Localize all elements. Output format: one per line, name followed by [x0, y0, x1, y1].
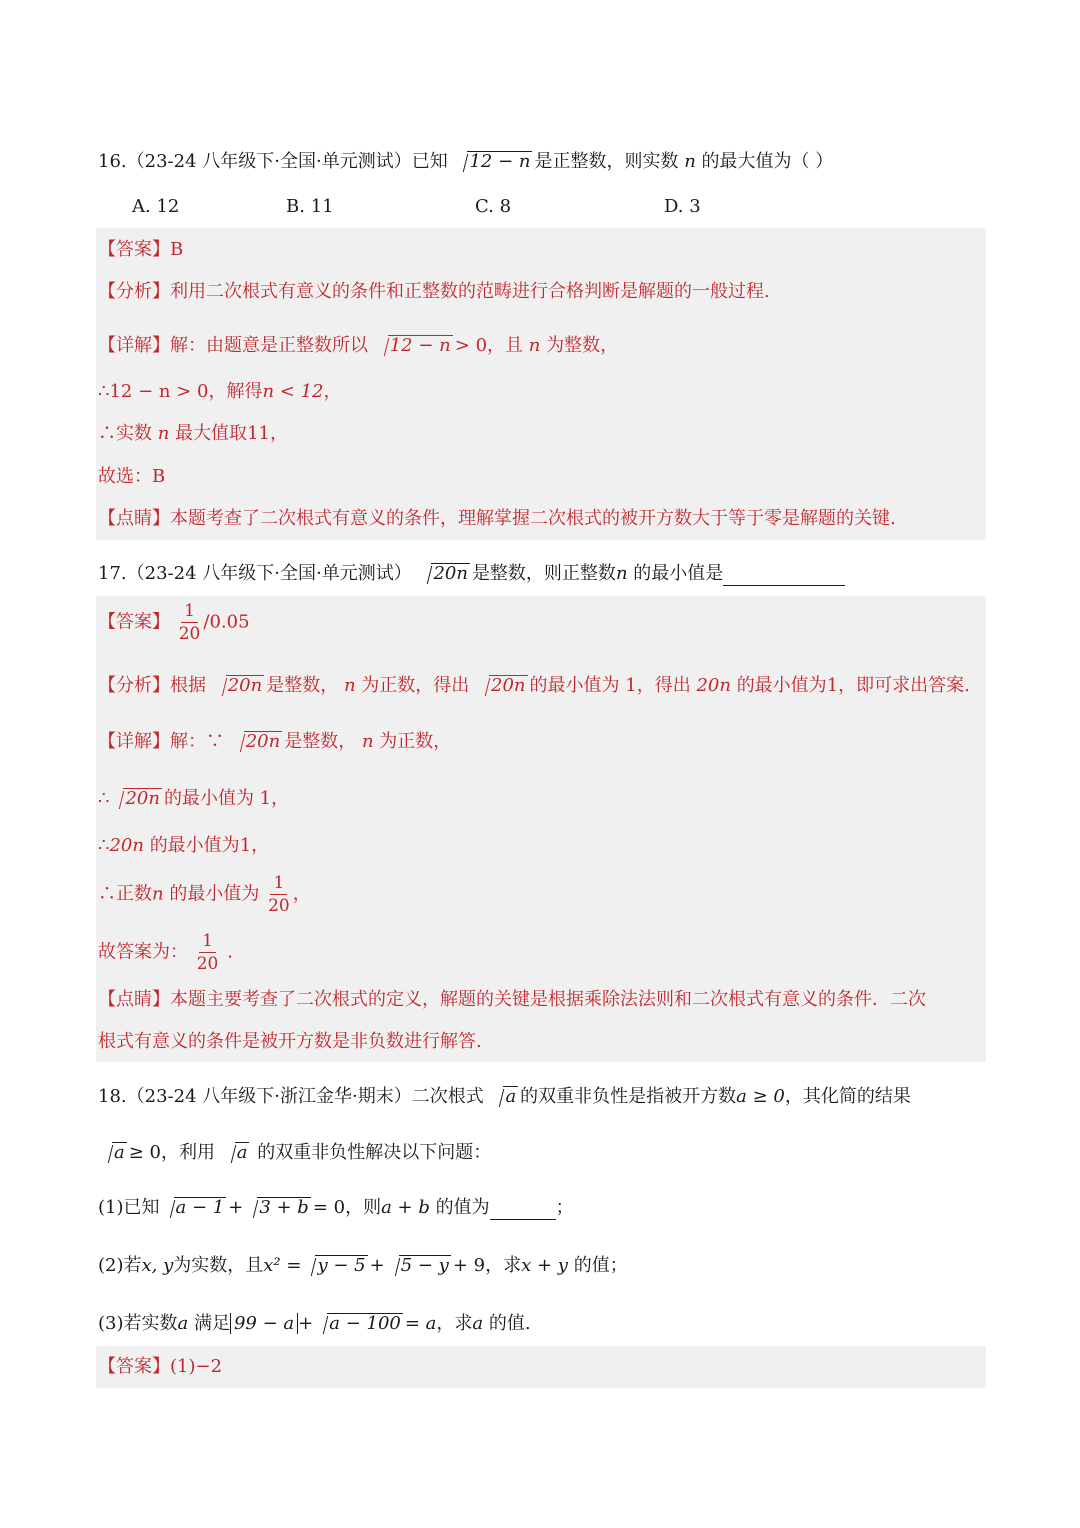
q17-step1-b: 的最小值为 1，: [163, 788, 290, 809]
q18-p2-sqrt2: [387, 1254, 451, 1278]
q18-line2-rad2: a: [236, 1142, 248, 1163]
q18-solution-box: [96, 1346, 986, 1388]
q16-option-b-value: 11: [310, 196, 334, 217]
q17-analysis-b: 是整数，: [266, 675, 339, 696]
q17-final-a: 故答案为：: [98, 941, 188, 963]
q16-option-c-letter: C.: [475, 196, 494, 217]
q16-option-d-letter: D.: [664, 196, 684, 217]
q17-analysis-d: 的最小值为 1，得出: [529, 675, 691, 696]
q17-step1-a: ∴: [98, 788, 110, 809]
q18-p3-e: ，求: [436, 1313, 473, 1334]
q17-source: （23-24 八年级下·全国·单元测试）: [126, 563, 412, 584]
q18-p1-f: ；: [555, 1197, 574, 1218]
q18-p2-g: x + y: [521, 1255, 568, 1276]
q18-line1-b: 的双重非负性是指被开方数: [520, 1086, 737, 1107]
q17-step1: [98, 787, 289, 811]
q17-analysis-g: 1: [826, 675, 839, 696]
q17-step3: [98, 872, 311, 917]
q16-answer: [98, 238, 183, 262]
q17-analysis-rad1: 20n: [227, 675, 263, 696]
q16-option-a-value: 12: [156, 196, 180, 217]
q18-answer: [98, 1355, 222, 1379]
q16-option-b: [286, 195, 334, 219]
q17-final: [98, 930, 233, 975]
q16-detail-a: 解：由题意是正整数所以: [170, 335, 368, 356]
q18-p3-rad: a − 100: [329, 1313, 401, 1334]
q16-step2-b: 最大值取: [175, 423, 248, 444]
q17-analysis-rad2: 20n: [491, 675, 526, 696]
q17-var-n: n: [615, 563, 628, 584]
q18-p2-d: x² =: [263, 1255, 302, 1276]
q18-p3-a: (3)若实数: [98, 1313, 178, 1334]
q16-option-c: [475, 195, 511, 219]
q16-step2-c: 11: [247, 423, 270, 444]
q17-answer: [98, 600, 250, 645]
q16-option-b-letter: B.: [286, 196, 305, 217]
q17-comment-line2: 根式有意义的条件是被开方数是非负数进行解答.: [98, 1031, 482, 1052]
q16-comment-tag: 【点睛】: [98, 508, 170, 529]
q18-p3-sqrt: [315, 1312, 403, 1336]
q17-analysis-c: 为正数，得出: [361, 675, 470, 696]
q17-comment-line1: [98, 988, 926, 1012]
q16-analysis-text: 利用二次根式有意义的条件和正整数的范畴进行合格判断是解题的一般过程.: [170, 281, 770, 302]
q18-p3-g: 的值.: [488, 1313, 531, 1334]
q17-detail-a: 解：∵: [170, 731, 224, 752]
q16-var-n: n: [684, 151, 696, 172]
q17-radicand: 20n: [433, 563, 468, 584]
q18-line2-rad: a: [114, 1142, 125, 1163]
q16-step1-c: n < 12: [262, 381, 324, 402]
q16-comment: [98, 507, 896, 531]
q17-comment-1: 本题主要考查了二次根式的定义，解题的关键是根据乘除法法则和二次根式有意义的条件．二次: [170, 989, 926, 1010]
q17-detail-sqrt: [232, 730, 283, 754]
q18-line1-c: a ≥ 0: [736, 1086, 785, 1107]
q17-step2-c: 的最小值为: [149, 835, 240, 856]
q18-p1-answer-blank[interactable]: [490, 1201, 556, 1220]
q16-source: （23-24 八年级下·全国·单元测试）: [126, 151, 412, 172]
q17-analysis-a: 根据: [170, 675, 206, 696]
q16-step1-d: ，: [323, 381, 342, 402]
q18-p2-b: x, y: [141, 1255, 174, 1276]
q16-step2-a: ∴实数: [98, 423, 152, 444]
q17-analysis: [98, 674, 970, 698]
q18-line1-a: 二次根式: [411, 1086, 484, 1107]
q18-p2-e: + 9: [452, 1255, 486, 1276]
q17-answer-blank[interactable]: [723, 567, 845, 586]
q18-p2-rad2: 5 − y: [400, 1255, 449, 1276]
q18-part1: [98, 1196, 574, 1220]
q16-step1: [98, 380, 341, 404]
q18-p1-sqrt1: [162, 1196, 227, 1220]
q18-p3-abs: 99 − a: [230, 1313, 298, 1334]
q18-line2-a: ≥ 0: [128, 1142, 161, 1163]
q18-source: （23-24 八年级下·浙江金华·期末）: [126, 1086, 412, 1107]
q17-final-num: 1: [199, 930, 216, 953]
q18-line1: [98, 1085, 911, 1109]
q17-final-fraction: [194, 930, 222, 975]
q18-p3-f: a: [472, 1313, 484, 1334]
q17-answer-tag: 【答案】: [98, 611, 170, 633]
q17-step3-fraction: [265, 872, 293, 917]
q17-step3-num: 1: [270, 872, 287, 895]
q18-p2-h: 的值；: [573, 1255, 628, 1276]
q18-p1-rad2: 3 + b: [259, 1197, 309, 1218]
q18-p2-a: (2)若: [98, 1255, 142, 1276]
q16-detail-radicand: 12 − n: [389, 335, 451, 356]
q18-p2-sqrt1: [303, 1254, 367, 1278]
q16-stem-c: 的最大值为（ ）: [701, 151, 834, 172]
q18-p1-c: ，则: [345, 1197, 382, 1218]
q18-p1-b: = 0: [312, 1197, 346, 1218]
q18-line2-b: ，利用: [161, 1142, 215, 1163]
q18-p3-c: 满足: [193, 1313, 230, 1334]
q18-line2-c: 的双重非负性解决以下问题：: [257, 1142, 492, 1163]
q18-p2-c: 为实数，且: [173, 1255, 264, 1276]
q17-analysis-sqrt2: [477, 674, 528, 698]
q17-step2-b: 20n: [109, 835, 144, 856]
q16-comment-text: 本题考查了二次根式有意义的条件，理解掌握二次根式的被开方数大于等于零是解题的关键.: [170, 508, 896, 529]
q16-detail: [98, 334, 618, 358]
q16-detail-b: > 0: [454, 335, 488, 356]
q18-line1-d: ，其化简的结果: [784, 1086, 911, 1107]
q17-detail-b: 是整数，: [284, 731, 357, 752]
q16-option-a-letter: A.: [132, 196, 151, 217]
q18-answer-tag: 【答案】: [98, 1356, 170, 1377]
q17-detail-n: n: [361, 731, 374, 752]
q17-detail: [98, 730, 451, 754]
q16-detail-tag: 【详解】: [98, 335, 170, 356]
q17-step3-den: 20: [268, 896, 290, 916]
q16-detail-c: ，且: [487, 335, 524, 356]
q17-analysis-h: ，即可求出答案.: [838, 675, 970, 696]
q17-stem: [98, 562, 845, 586]
q16-detail-d: 为整数，: [546, 335, 619, 356]
q16-number: 16.: [98, 151, 127, 172]
q16-option-a: [132, 195, 179, 219]
q16-stem-a: 已知: [411, 151, 448, 172]
q17-step1-sqrt: [111, 787, 162, 811]
q18-line2-sqrt: [100, 1141, 127, 1165]
q17-answer-alt: /0.05: [203, 611, 250, 633]
q16-analysis-tag: 【分析】: [98, 281, 170, 302]
q16-answer-tag: 【答案】: [98, 239, 170, 260]
q17-detail-rad: 20n: [245, 731, 281, 752]
q18-line1-rad: a: [505, 1086, 517, 1107]
q18-p3-d: = a: [404, 1313, 437, 1334]
q18-p1-e: 的值为: [435, 1197, 490, 1218]
q16-step2-n: n: [157, 423, 170, 444]
q16-detail-sqrt: [376, 334, 453, 358]
q17-comment-tag: 【点睛】: [98, 989, 170, 1010]
q18-line2-sqrt2: [223, 1141, 250, 1165]
q17-stem-b: 是整数，则正整数: [471, 563, 616, 584]
q16-option-d: [664, 195, 701, 219]
q17-step2-a: ∴: [98, 835, 110, 856]
q17-step3-a: ∴正数: [98, 883, 152, 905]
q18-p1-sqrt2: [245, 1196, 311, 1220]
q17-analysis-sqrt1: [214, 674, 265, 698]
q18-line1-sqrt: [491, 1085, 518, 1109]
q18-number: 18.: [98, 1086, 127, 1107]
q17-analysis-e: 20n: [696, 675, 731, 696]
q17-step2-e: ，: [251, 835, 270, 856]
q17-analysis-tag: 【分析】: [98, 675, 170, 696]
q17-answer-num: 1: [181, 600, 198, 623]
q18-p1-rad1: a − 1: [175, 1197, 225, 1218]
q17-detail-c: 为正数，: [379, 731, 452, 752]
q17-analysis-f: 的最小值为: [736, 675, 827, 696]
q17-final-den: 20: [196, 954, 219, 974]
q18-p3-b: a: [177, 1313, 189, 1334]
q18-p3-plus: +: [298, 1313, 314, 1334]
q16-sqrt: [455, 150, 532, 174]
q18-answer-value: (1)−2: [170, 1356, 223, 1377]
q18-p1-d: a + b: [381, 1197, 430, 1218]
q17-step2: [98, 834, 269, 858]
q17-detail-tag: 【详解】: [98, 731, 170, 752]
q18-p1-a: (1)已知: [98, 1197, 160, 1218]
q18-p1-plus: +: [228, 1197, 244, 1218]
q18-p2-plus: +: [369, 1255, 385, 1276]
q18-line2: [98, 1141, 491, 1165]
q16-choose: 故选：B: [98, 466, 166, 487]
q16-step2: [98, 422, 288, 446]
q16-step1-a: ∴12 − n > 0: [98, 381, 209, 402]
q16-radicand: 12 − n: [469, 151, 531, 172]
q18-p2-rad1: y − 5: [317, 1255, 366, 1276]
q17-answer-fraction: [176, 600, 204, 645]
q17-step3-b: 的最小值为: [169, 883, 260, 905]
q16-answer-value: B: [170, 239, 184, 260]
q16-step1-b: ，解得: [208, 381, 263, 402]
q18-p2-f: ，求: [485, 1255, 522, 1276]
q18-part3: [98, 1312, 531, 1336]
q16-step2-d: ，: [269, 423, 288, 444]
q17-answer-den: 20: [178, 624, 201, 644]
q16-option-c-value: 8: [499, 196, 512, 217]
q17-step1-rad: 20n: [125, 788, 160, 809]
q17-step2-d: 1: [239, 835, 252, 856]
q16-analysis: [98, 280, 770, 304]
q17-step3-c: ，: [292, 883, 311, 905]
q16-stem-b: 是正整数，则实数: [534, 151, 679, 172]
q16-detail-n: n: [528, 335, 541, 356]
q17-sqrt: [419, 562, 470, 586]
q17-stem-c: 的最小值是: [633, 563, 724, 584]
q18-part2: [98, 1254, 628, 1278]
q17-step3-n: n: [152, 883, 164, 905]
q17-final-b: .: [227, 941, 233, 963]
q17-number: 17.: [98, 563, 127, 584]
q16-stem: [98, 150, 833, 174]
q16-option-d-value: 3: [689, 196, 701, 217]
q17-analysis-n: n: [343, 675, 356, 696]
